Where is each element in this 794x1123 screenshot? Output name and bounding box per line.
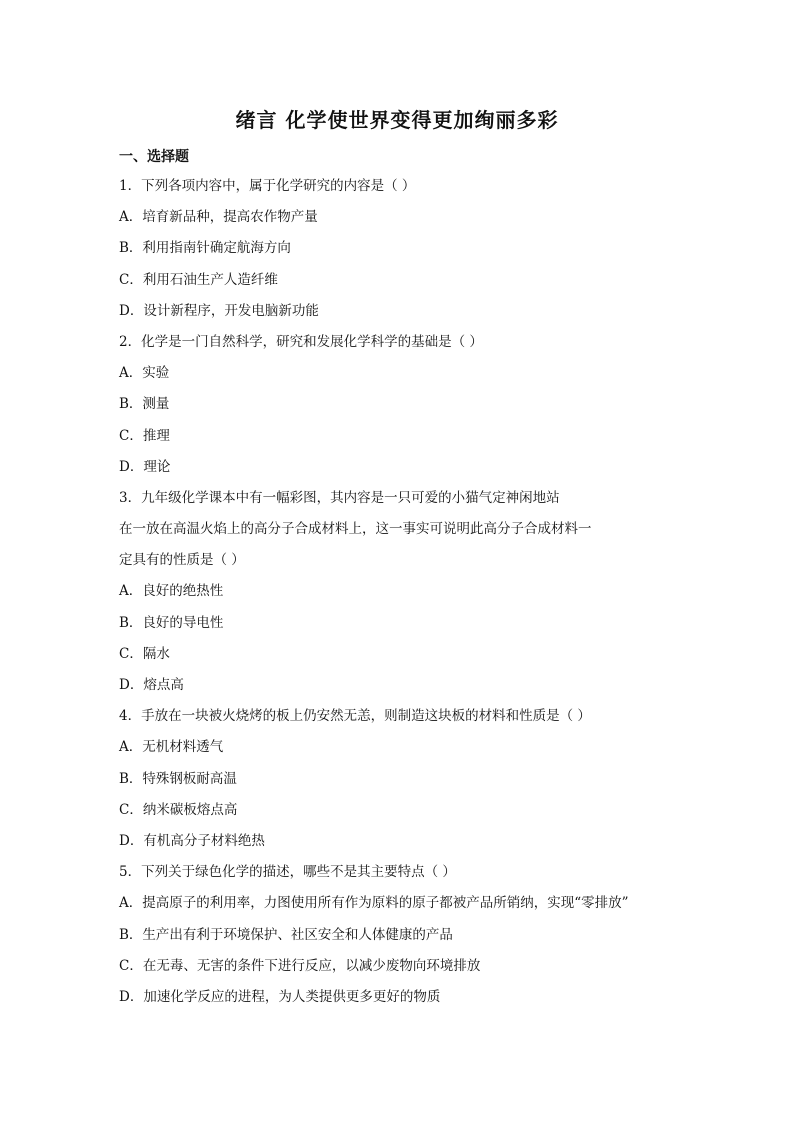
option-line: D．有机高分子材料绝热 xyxy=(119,832,265,849)
question-line: 1．下列各项内容中，属于化学研究的内容是（ ） xyxy=(119,178,416,194)
option-line: C．在无毒、无害的条件下进行反应，以减少废物向环境排放 xyxy=(119,957,481,974)
option-line: A．良好的绝热性 xyxy=(119,583,224,600)
question-line: 4．手放在一块被火烧烤的板上仍安然无恙，则制造这块板的材料和性质是（ ） xyxy=(119,708,591,725)
option-line: B．测量 xyxy=(119,396,170,413)
option-line: D．理论 xyxy=(119,458,171,475)
question-line: 定具有的性质是（ ） xyxy=(119,552,245,569)
option-line: B．利用指南针确定航海方向 xyxy=(119,240,291,257)
option-line: A．培育新品种，提高农作物产量 xyxy=(119,209,318,226)
question-line: 在一放在高温火焰上的高分子合成材料上，这一事实可说明此高分子合成材料一 xyxy=(119,521,592,538)
option-line: D．设计新程序，开发电脑新功能 xyxy=(119,302,319,319)
option-line: A．实验 xyxy=(119,365,170,382)
question-list xyxy=(119,171,719,1013)
option-line: B．特殊钢板耐高温 xyxy=(119,770,237,787)
option-line: C．利用石油生产人造纤维 xyxy=(119,271,278,288)
section-heading: 一、选择题 xyxy=(119,149,189,165)
option-line: A．无机材料透气 xyxy=(119,739,224,756)
option-line: A．提高原子的利用率，力图使用所有作为原料的原子都被产品所销纳，实现“零排放” xyxy=(119,895,629,912)
option-line: B．生产出有利于环境保护、社区安全和人体健康的产品 xyxy=(119,926,453,943)
option-line: C．纳米碳板熔点高 xyxy=(119,801,238,818)
question-line: 2．化学是一门自然科学，研究和发展化学科学的基础是（ ） xyxy=(119,333,483,350)
question-line: 3．九年级化学课本中有一幅彩图，其内容是一只可爱的小猫气定神闲地站 xyxy=(119,489,560,506)
option-line: B．良好的导电性 xyxy=(119,614,224,631)
option-line: D．加速化学反应的进程，为人类提供更多更好的物质 xyxy=(119,988,441,1005)
page-title: 绪言 化学使世界变得更加绚丽多彩 xyxy=(235,108,559,132)
option-line: C．隔水 xyxy=(119,645,170,662)
option-line: C．推理 xyxy=(119,427,170,444)
option-line: D．熔点高 xyxy=(119,677,184,693)
question-line: 5．下列关于绿色化学的描述，哪些不是其主要特点（ ） xyxy=(119,864,456,881)
